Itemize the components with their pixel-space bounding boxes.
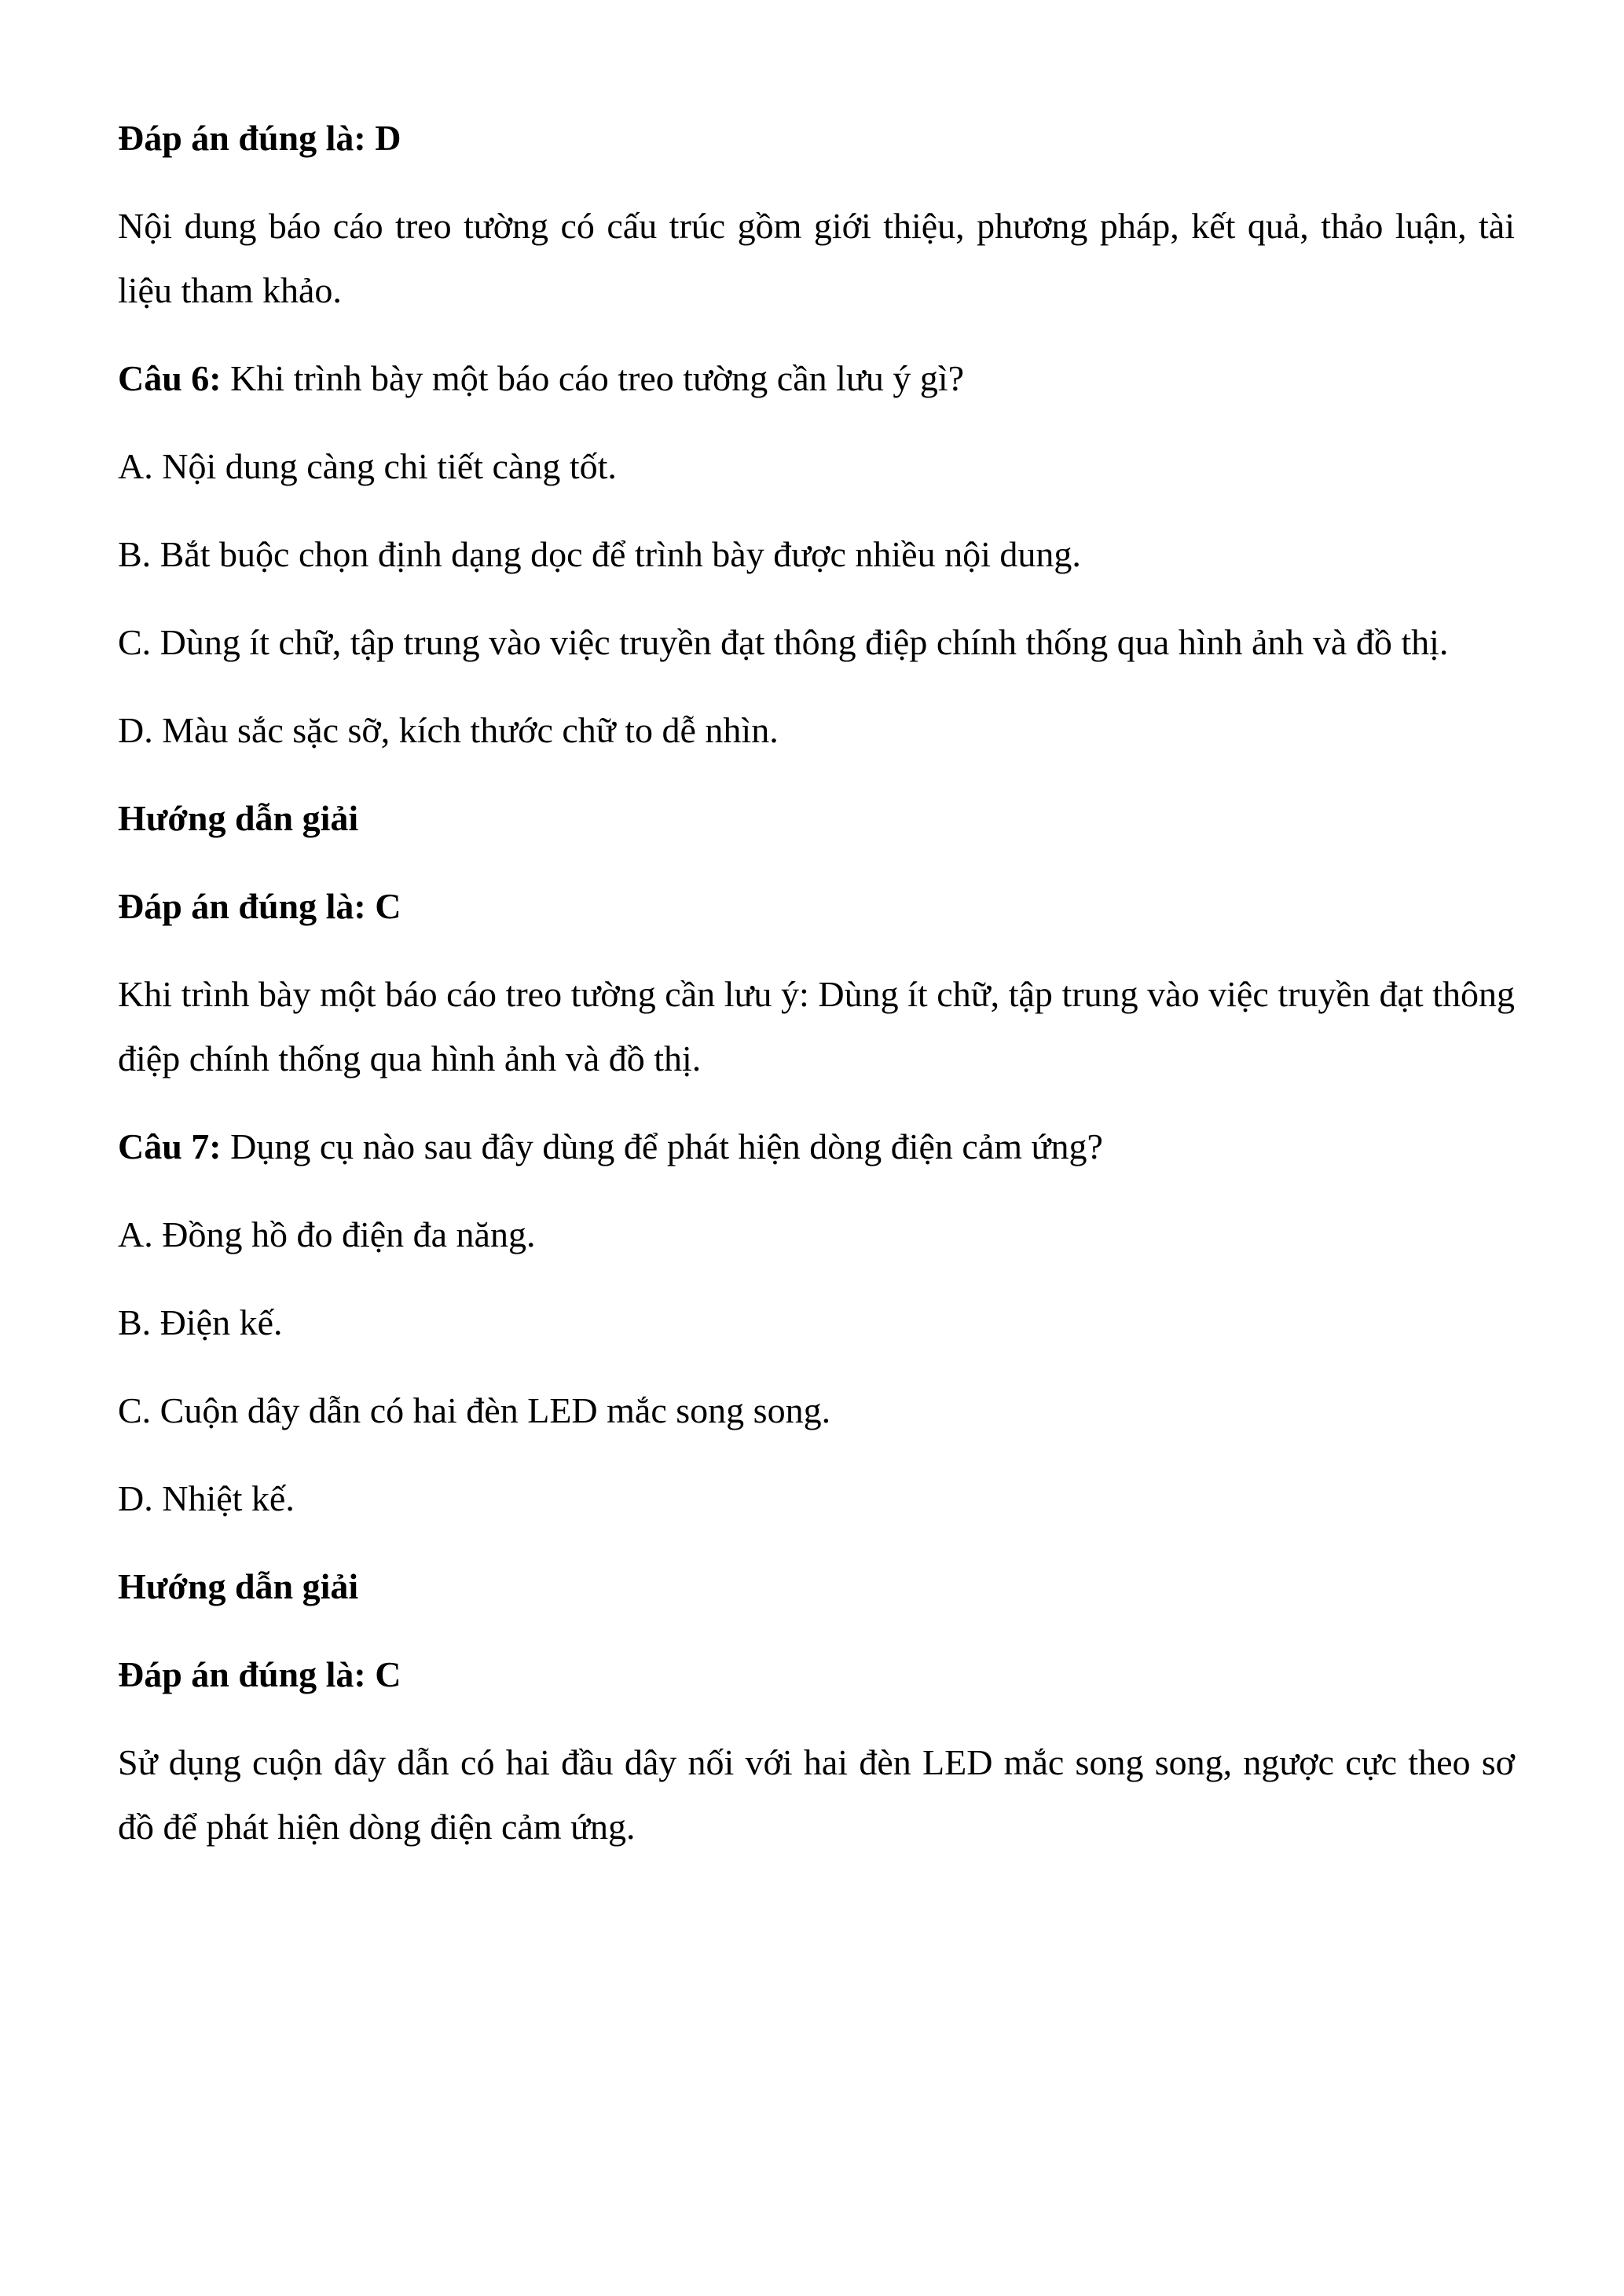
solution-heading: Hướng dẫn giải	[118, 1566, 359, 1606]
answer-line: Đáp án đúng là: C	[118, 1654, 401, 1694]
answer-line: Đáp án đúng là: C	[118, 886, 401, 926]
option-b: B. Điện kế.	[118, 1302, 283, 1342]
option-d: D. Màu sắc sặc sỡ, kích thước chữ to dễ nhìn.	[118, 710, 779, 750]
question-label: Câu 7:	[118, 1126, 222, 1166]
option-d: D. Nhiệt kế.	[118, 1478, 295, 1518]
answer-line: Đáp án đúng là: D	[118, 118, 401, 158]
option-c: C. Dùng ít chữ, tập trung vào việc truyền đạt thông điệp chính thống qua hình ảnh và đồ thị.	[118, 622, 1449, 662]
question-text: Dụng cụ nào sau đây dùng để phát hiện dòng điện cảm ứng?	[221, 1126, 1103, 1166]
question-text: Khi trình bày một báo cáo treo tường cần lưu ý gì?	[221, 358, 965, 398]
explanation-paragraph: Nội dung báo cáo treo tường có cấu trúc gồm giới thiệu, phương pháp, kết quả, thảo luận, tài liệu tham khảo.	[118, 206, 1515, 310]
option-a: A. Nội dung càng chi tiết càng tốt.	[118, 446, 617, 486]
explanation-paragraph: Sử dụng cuộn dây dẫn có hai đầu dây nối với hai đèn LED mắc song song, ngược cực theo sơ đồ để phát hiện dòng điện cảm ứng.	[118, 1742, 1515, 1847]
document-page	[118, 106, 1515, 1883]
option-c: C. Cuộn dây dẫn có hai đèn LED mắc song song.	[118, 1390, 831, 1430]
option-a: A. Đồng hồ đo điện đa năng.	[118, 1214, 536, 1254]
option-b: B. Bắt buộc chọn định dạng dọc để trình bày được nhiều nội dung.	[118, 534, 1081, 574]
question-label: Câu 6:	[118, 358, 222, 398]
question-7	[118, 1115, 1515, 1179]
question-6	[118, 346, 1515, 411]
solution-heading: Hướng dẫn giải	[118, 798, 359, 838]
explanation-paragraph: Khi trình bày một báo cáo treo tường cần lưu ý: Dùng ít chữ, tập trung vào việc truyền đạt thông điệp chính thống qua hình ảnh và đồ thị.	[118, 974, 1515, 1078]
